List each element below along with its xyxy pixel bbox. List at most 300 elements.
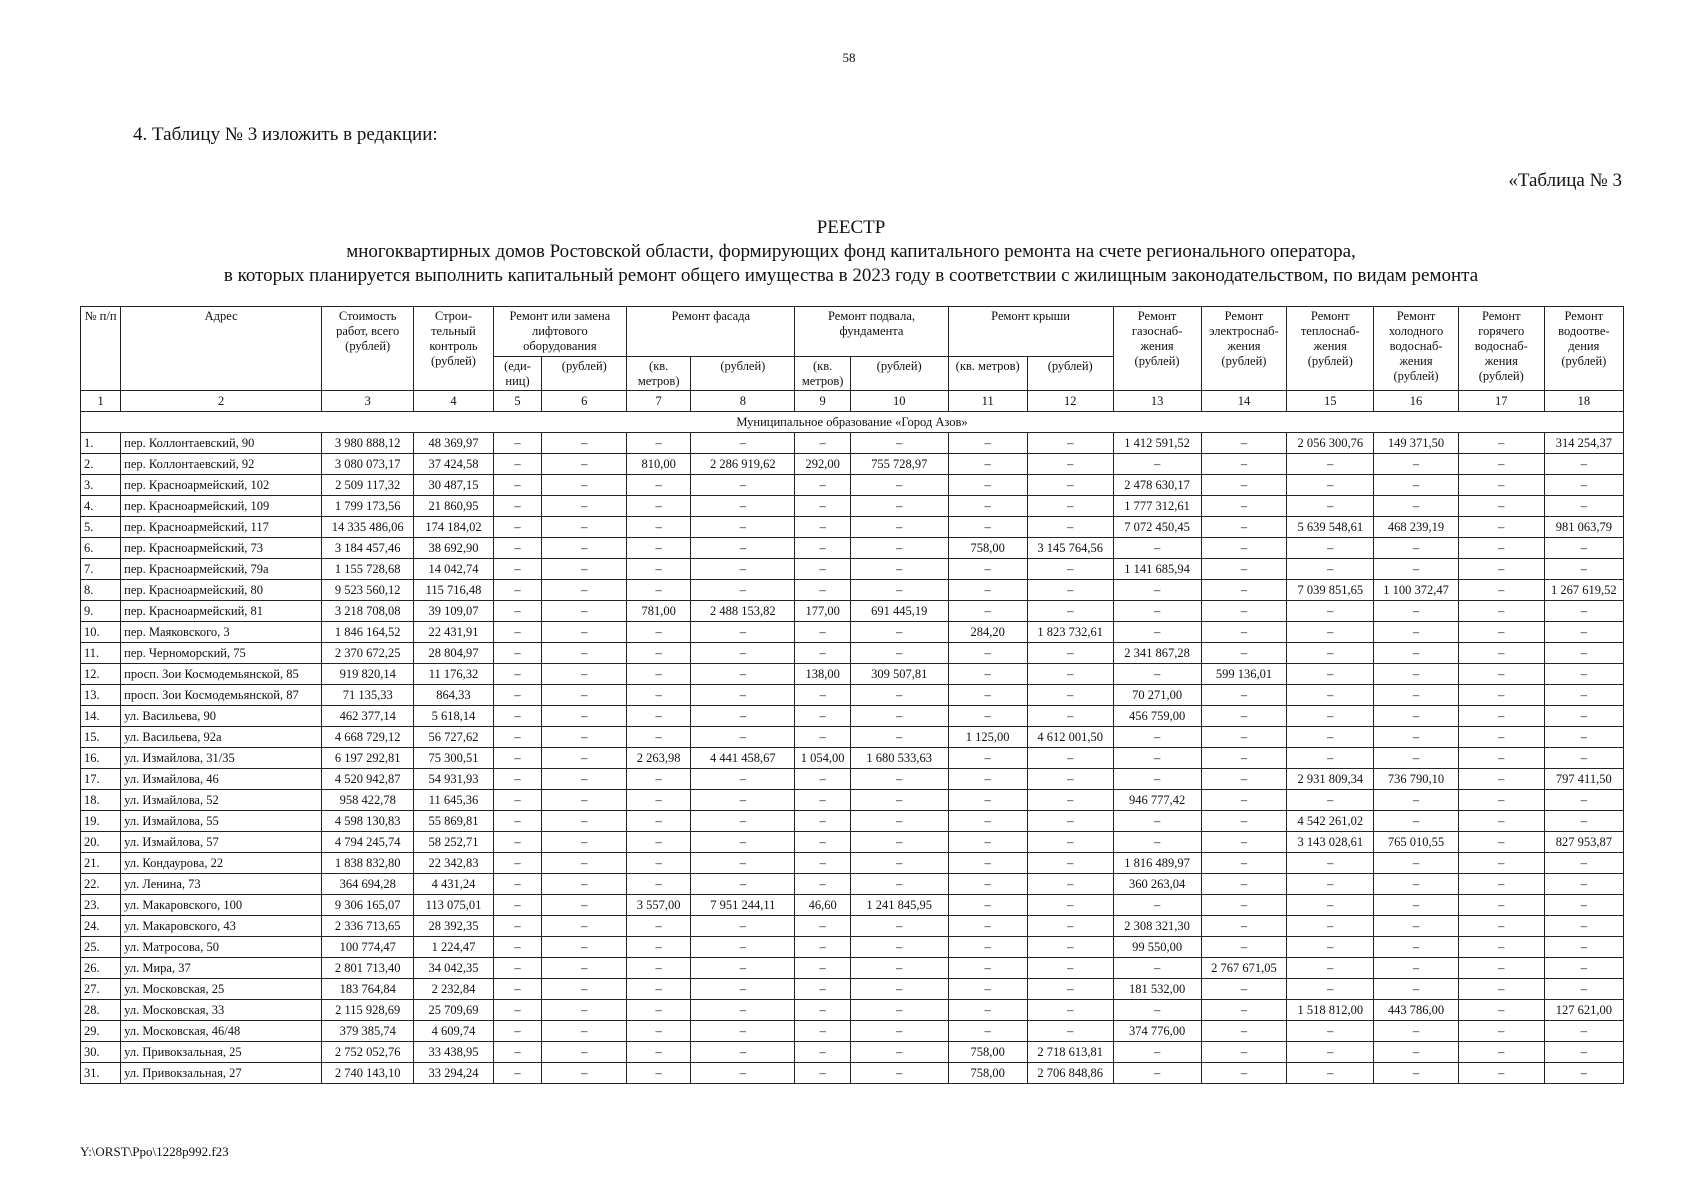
table-cell: – [948, 496, 1027, 517]
table-cell: 21 860,95 [414, 496, 493, 517]
table-row [81, 475, 1624, 496]
table-cell: – [1287, 601, 1374, 622]
table-row [81, 643, 1624, 664]
row-address: пер. Коллонтаевский, 90 [121, 433, 322, 454]
table-cell: – [1201, 496, 1287, 517]
table-cell: 1 100 372,47 [1374, 580, 1459, 601]
table-cell: – [493, 916, 542, 937]
table-cell: – [948, 706, 1027, 727]
table-cell: 75 300,51 [414, 748, 493, 769]
row-address: ул. Васильева, 92а [121, 727, 322, 748]
table-cell: – [627, 727, 691, 748]
table-cell: – [627, 1042, 691, 1063]
table-cell: 1 777 312,61 [1113, 496, 1201, 517]
table-cell: – [1201, 874, 1287, 895]
table-cell: 462 377,14 [322, 706, 414, 727]
table-cell: – [795, 517, 850, 538]
table-cell: – [1113, 1000, 1201, 1021]
table-row [81, 559, 1624, 580]
table-row [81, 664, 1624, 685]
table-cell: – [1287, 748, 1374, 769]
table-cell: 691 445,19 [850, 601, 948, 622]
table-cell: – [493, 559, 542, 580]
table-cell: – [795, 538, 850, 559]
table-cell: – [850, 475, 948, 496]
subheader-basement-sqm: (кв. метров) [795, 357, 850, 391]
table-cell: – [493, 517, 542, 538]
table-cell: 3 557,00 [627, 895, 691, 916]
header-cost-total: Стоимость работ, всего (рублей) [322, 307, 414, 391]
header-sewer: Ремонт водоотве-дения (рублей) [1544, 307, 1623, 391]
table-cell: – [1287, 853, 1374, 874]
table-cell: – [691, 622, 795, 643]
table-cell: – [850, 727, 948, 748]
table-cell: – [850, 538, 948, 559]
table-cell: 113 075,01 [414, 895, 493, 916]
table-cell: – [542, 601, 627, 622]
table-cell: 284,20 [948, 622, 1027, 643]
table-cell: – [1544, 685, 1623, 706]
column-number: 11 [948, 391, 1027, 412]
table-cell: 2 801 713,40 [322, 958, 414, 979]
table-cell: – [542, 433, 627, 454]
row-number: 3. [81, 475, 121, 496]
table-cell: – [1544, 748, 1623, 769]
table-cell: – [627, 496, 691, 517]
table-cell: – [795, 1021, 850, 1042]
table-cell: 2 286 919,62 [691, 454, 795, 475]
table-cell: – [1544, 958, 1623, 979]
table-cell: – [493, 832, 542, 853]
table-cell: – [1374, 895, 1459, 916]
table-cell: 360 263,04 [1113, 874, 1201, 895]
table-cell: 11 176,32 [414, 664, 493, 685]
table-cell: – [795, 1000, 850, 1021]
table-cell: – [1374, 937, 1459, 958]
table-cell: – [493, 580, 542, 601]
table-cell: – [1287, 475, 1374, 496]
table-cell: – [542, 979, 627, 1000]
table-cell: – [542, 895, 627, 916]
table-cell: – [542, 496, 627, 517]
table-row [81, 853, 1624, 874]
table-cell: 14 042,74 [414, 559, 493, 580]
table-cell: – [691, 811, 795, 832]
table-cell: – [850, 979, 948, 1000]
table-cell: – [627, 790, 691, 811]
table-cell: – [850, 1021, 948, 1042]
table-cell: 4 431,24 [414, 874, 493, 895]
table-cell: – [542, 475, 627, 496]
table-cell: – [627, 580, 691, 601]
table-cell: – [1027, 832, 1113, 853]
table-cell: – [1027, 853, 1113, 874]
table-cell: 3 145 764,56 [1027, 538, 1113, 559]
table-cell: 2 752 052,76 [322, 1042, 414, 1063]
section-row [81, 412, 1624, 433]
table-cell: – [493, 622, 542, 643]
table-cell: – [1201, 475, 1287, 496]
table-cell: – [850, 874, 948, 895]
row-number: 21. [81, 853, 121, 874]
table-cell: 25 709,69 [414, 1000, 493, 1021]
table-cell: – [1201, 916, 1287, 937]
column-number: 14 [1201, 391, 1287, 412]
table-cell: 2 478 630,17 [1113, 475, 1201, 496]
table-cell: 758,00 [948, 1063, 1027, 1084]
table-cell: – [627, 559, 691, 580]
table-cell: – [795, 559, 850, 580]
table-cell: – [850, 706, 948, 727]
table-cell: – [1458, 496, 1544, 517]
table-row [81, 1021, 1624, 1042]
table-cell: – [1544, 916, 1623, 937]
page-number: 58 [842, 50, 856, 65]
table-cell: – [1458, 1042, 1544, 1063]
row-number: 27. [81, 979, 121, 1000]
table-cell: – [850, 622, 948, 643]
table-cell: – [850, 958, 948, 979]
table-cell: – [948, 601, 1027, 622]
table-cell: – [627, 811, 691, 832]
table-cell: – [1544, 853, 1623, 874]
table-row [81, 601, 1624, 622]
table-cell: – [691, 727, 795, 748]
table-cell: – [627, 832, 691, 853]
table-row [81, 433, 1624, 454]
table-cell: – [542, 622, 627, 643]
footer-file-path: Y:\ORST\Ppo\1228p992.f23 [80, 1144, 229, 1159]
table-cell: – [795, 643, 850, 664]
table-cell: – [1287, 559, 1374, 580]
table-cell: – [627, 769, 691, 790]
table-cell: 364 694,28 [322, 874, 414, 895]
row-address: ул. Измайлова, 55 [121, 811, 322, 832]
column-number: 15 [1287, 391, 1374, 412]
table-cell: – [1201, 517, 1287, 538]
table-cell: – [1374, 790, 1459, 811]
table-cell: – [493, 685, 542, 706]
column-number: 3 [322, 391, 414, 412]
row-address: просп. Зои Космодемьянской, 87 [121, 685, 322, 706]
table-cell: 919 820,14 [322, 664, 414, 685]
table-row [81, 706, 1624, 727]
table-cell: – [948, 874, 1027, 895]
table-cell: – [542, 790, 627, 811]
table-cell: 1 141 685,94 [1113, 559, 1201, 580]
table-cell: – [1458, 979, 1544, 1000]
section-title: Муниципальное образование «Город Азов» [81, 412, 1624, 433]
table-cell: 70 271,00 [1113, 685, 1201, 706]
table-cell: – [1544, 1042, 1623, 1063]
table-cell: 1 412 591,52 [1113, 433, 1201, 454]
subheader-roof-sqm: (кв. метров) [948, 357, 1027, 391]
table-cell: 4 542 261,02 [1287, 811, 1374, 832]
table-row [81, 937, 1624, 958]
table-cell: – [948, 1000, 1027, 1021]
column-number: 7 [627, 391, 691, 412]
table-cell: 5 639 548,61 [1287, 517, 1374, 538]
table-cell: – [795, 790, 850, 811]
table-cell: – [691, 1021, 795, 1042]
table-cell: 765 010,55 [1374, 832, 1459, 853]
table-cell: – [948, 643, 1027, 664]
table-cell: 758,00 [948, 538, 1027, 559]
table-cell: – [1544, 454, 1623, 475]
table-cell: – [627, 517, 691, 538]
table-cell: – [1201, 790, 1287, 811]
table-cell: – [1027, 790, 1113, 811]
table-cell: – [850, 559, 948, 580]
table-cell: – [1458, 937, 1544, 958]
row-number: 22. [81, 874, 121, 895]
table-cell: 14 335 486,06 [322, 517, 414, 538]
table-cell: – [627, 643, 691, 664]
table-cell: – [542, 811, 627, 832]
table-cell: – [493, 433, 542, 454]
table-cell: 174 184,02 [414, 517, 493, 538]
table-cell: – [493, 958, 542, 979]
table-cell: – [1544, 727, 1623, 748]
table-cell: 55 869,81 [414, 811, 493, 832]
table-cell: – [627, 538, 691, 559]
table-cell: – [1113, 748, 1201, 769]
table-row [81, 727, 1624, 748]
table-cell: – [1458, 1021, 1544, 1042]
table-cell: – [850, 496, 948, 517]
table-cell: – [1374, 559, 1459, 580]
table-cell: – [1287, 727, 1374, 748]
table-cell: – [1374, 622, 1459, 643]
table-cell: – [1374, 1063, 1459, 1084]
row-address: пер. Красноармейский, 81 [121, 601, 322, 622]
table-cell: – [1113, 622, 1201, 643]
table-cell: 1 838 832,80 [322, 853, 414, 874]
row-address: ул. Кондаурова, 22 [121, 853, 322, 874]
table-cell: 6 197 292,81 [322, 748, 414, 769]
table-cell: – [691, 1042, 795, 1063]
table-cell: – [493, 748, 542, 769]
table-row [81, 496, 1624, 517]
table-cell: – [1027, 685, 1113, 706]
table-cell: – [1374, 811, 1459, 832]
table-cell: 468 239,19 [1374, 517, 1459, 538]
table-cell: – [542, 664, 627, 685]
subheader-basement-rubles: (рублей) [850, 357, 948, 391]
table-cell: – [691, 643, 795, 664]
table-row [81, 517, 1624, 538]
table-cell: – [493, 1000, 542, 1021]
table-cell: – [691, 664, 795, 685]
table-row [81, 790, 1624, 811]
table-cell: – [627, 916, 691, 937]
table-cell: 758,00 [948, 1042, 1027, 1063]
table-cell: – [1287, 979, 1374, 1000]
table-cell: – [1458, 559, 1544, 580]
table-cell: – [1544, 475, 1623, 496]
title-line-3: в которых планируется выполнить капитальный ремонт общего имущества в 2023 году в соответствии с жилищным законодательством, по видам ремонта [223, 265, 1479, 286]
table-cell: – [1374, 874, 1459, 895]
table-cell: – [1027, 580, 1113, 601]
table-row [81, 874, 1624, 895]
row-number: 23. [81, 895, 121, 916]
table-cell: – [1544, 1021, 1623, 1042]
table-cell: – [1458, 664, 1544, 685]
table-cell: – [948, 790, 1027, 811]
table-cell: – [1201, 979, 1287, 1000]
table-cell: 781,00 [627, 601, 691, 622]
table-cell: – [542, 454, 627, 475]
table-cell: – [1544, 706, 1623, 727]
row-number: 16. [81, 748, 121, 769]
row-number: 6. [81, 538, 121, 559]
row-number: 8. [81, 580, 121, 601]
table-cell: 1 125,00 [948, 727, 1027, 748]
table-cell: 292,00 [795, 454, 850, 475]
table-cell: 958 422,78 [322, 790, 414, 811]
table-cell: – [627, 853, 691, 874]
row-address: пер. Коллонтаевский, 92 [121, 454, 322, 475]
table-cell: – [850, 1000, 948, 1021]
row-number: 2. [81, 454, 121, 475]
table-cell: – [850, 685, 948, 706]
table-cell: 2 740 143,10 [322, 1063, 414, 1084]
table-cell: 2 370 672,25 [322, 643, 414, 664]
table-cell: – [948, 475, 1027, 496]
table-cell: – [627, 622, 691, 643]
row-number: 18. [81, 790, 121, 811]
title-line-2: многоквартирных домов Ростовской области, формирующих фонд капитального ремонта на счете регионального оператора, [346, 241, 1356, 262]
table-cell: – [691, 769, 795, 790]
table-cell: – [493, 496, 542, 517]
table-cell: – [1027, 454, 1113, 475]
table-row [81, 538, 1624, 559]
table-cell: 2 232,84 [414, 979, 493, 1000]
table-cell: – [850, 580, 948, 601]
row-address: ул. Измайлова, 57 [121, 832, 322, 853]
table-cell: – [542, 874, 627, 895]
column-number: 8 [691, 391, 795, 412]
row-address: ул. Матросова, 50 [121, 937, 322, 958]
table-cell: 1 054,00 [795, 748, 850, 769]
table-cell: 2 341 867,28 [1113, 643, 1201, 664]
table-cell: 1 816 489,97 [1113, 853, 1201, 874]
table-cell: – [542, 1021, 627, 1042]
table-row [81, 685, 1624, 706]
table-cell: – [1027, 475, 1113, 496]
table-cell: – [1027, 643, 1113, 664]
table-cell: 981 063,79 [1544, 517, 1623, 538]
table-cell: – [1458, 832, 1544, 853]
table-cell: – [1113, 832, 1201, 853]
header-hot-water: Ремонт горячего водоснаб-жения (рублей) [1458, 307, 1544, 391]
table-cell: – [493, 895, 542, 916]
table-cell: 177,00 [795, 601, 850, 622]
table-cell: – [1027, 706, 1113, 727]
table-cell: 30 487,15 [414, 475, 493, 496]
table-cell: – [1374, 664, 1459, 685]
table-cell: – [1458, 811, 1544, 832]
table-cell: – [1544, 643, 1623, 664]
table-cell: 4 794 245,74 [322, 832, 414, 853]
table-cell: 2 931 809,34 [1287, 769, 1374, 790]
table-cell: – [1287, 916, 1374, 937]
table-cell: – [850, 1042, 948, 1063]
table-cell: 946 777,42 [1113, 790, 1201, 811]
table-cell: – [1374, 748, 1459, 769]
column-number: 9 [795, 391, 850, 412]
header-construction-control: Строи-тельный контроль (рублей) [414, 307, 493, 391]
row-address: ул. Измайлова, 31/35 [121, 748, 322, 769]
table-cell: – [627, 433, 691, 454]
table-cell: 379 385,74 [322, 1021, 414, 1042]
table-cell: – [1027, 1000, 1113, 1021]
table-cell: – [542, 832, 627, 853]
table-cell: – [948, 916, 1027, 937]
table-cell: – [1374, 853, 1459, 874]
column-number: 2 [121, 391, 322, 412]
table-cell: – [1287, 664, 1374, 685]
table-cell: 1 680 533,63 [850, 748, 948, 769]
table-cell: – [493, 727, 542, 748]
table-cell: 1 823 732,61 [1027, 622, 1113, 643]
row-address: ул. Привокзальная, 27 [121, 1063, 322, 1084]
table-cell: – [542, 769, 627, 790]
table-cell: – [1201, 454, 1287, 475]
table-cell: – [948, 832, 1027, 853]
table-cell: – [1374, 979, 1459, 1000]
table-cell: – [850, 790, 948, 811]
table-cell: 127 621,00 [1544, 1000, 1623, 1021]
table-cell: – [1201, 643, 1287, 664]
table-cell: – [1201, 538, 1287, 559]
table-cell: – [1027, 811, 1113, 832]
table-cell: – [542, 727, 627, 748]
table-cell: – [627, 874, 691, 895]
table-cell: – [1113, 538, 1201, 559]
table-cell: – [948, 454, 1027, 475]
table-cell: – [627, 1000, 691, 1021]
table-cell: – [1287, 790, 1374, 811]
table-cell: – [1027, 895, 1113, 916]
table-cell: 181 532,00 [1113, 979, 1201, 1000]
table-cell: – [948, 1021, 1027, 1042]
table-cell: – [1027, 433, 1113, 454]
table-cell: – [1287, 1042, 1374, 1063]
table-cell: – [1458, 538, 1544, 559]
table-cell: 2 056 300,76 [1287, 433, 1374, 454]
table-cell: – [795, 1063, 850, 1084]
table-cell: – [1374, 601, 1459, 622]
table-cell: – [1113, 895, 1201, 916]
table-row [81, 895, 1624, 916]
table-cell: – [1458, 580, 1544, 601]
table-cell: – [795, 580, 850, 601]
table-cell: – [691, 433, 795, 454]
table-cell: – [795, 916, 850, 937]
table-cell: – [1201, 685, 1287, 706]
table-cell: – [691, 958, 795, 979]
registry-body [81, 412, 1624, 1084]
table-cell: – [1458, 454, 1544, 475]
table-cell: 2 718 613,81 [1027, 1042, 1113, 1063]
table-cell: – [542, 643, 627, 664]
row-address: пер. Красноармейский, 80 [121, 580, 322, 601]
table-row [81, 454, 1624, 475]
table-cell: – [1458, 685, 1544, 706]
table-cell: – [691, 853, 795, 874]
table-cell: – [542, 1042, 627, 1063]
